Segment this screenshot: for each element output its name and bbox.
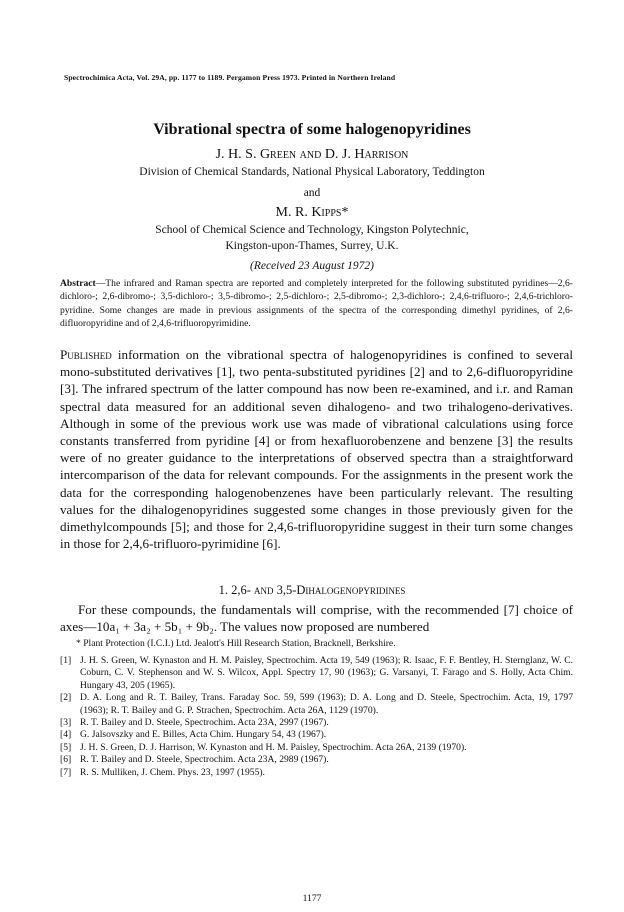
references-list bbox=[60, 655, 573, 779]
reference-item bbox=[60, 742, 573, 754]
intro-lead-word: Published bbox=[60, 347, 112, 362]
page-number: 1177 bbox=[302, 893, 322, 904]
reference-number: [5] bbox=[60, 741, 72, 753]
reference-item bbox=[60, 717, 573, 729]
affiliation-1: Division of Chemical Standards, National Physical Laboratory, Teddington bbox=[139, 166, 485, 178]
abstract-label: Abstract bbox=[60, 278, 96, 289]
footnote: * Plant Protection (I.C.I.) Ltd. Jealott's Hill Research Station, Bracknell, Berkshire. bbox=[76, 638, 396, 649]
section-heading: 1. 2,6- and 3,5-Dihalogenopyridines bbox=[218, 583, 406, 597]
abstract bbox=[60, 277, 573, 330]
reference-text: R. S. Mulliken, J. Chem. Phys. 23, 1997 (1955). bbox=[80, 766, 265, 778]
and-separator: and bbox=[303, 187, 321, 199]
received-date: (Received 23 August 1972) bbox=[249, 260, 374, 272]
reference-item bbox=[60, 692, 573, 717]
section-text: For these compounds, the fundamentals will comprise, with the recommended [7] choice of axes—10a₁ + 3a₂ + 5b₁ + 9b₂. The values now proposed are numbered bbox=[60, 602, 573, 635]
journal-header: Spectrochimica Acta, Vol. 29A, pp. 1177 to 1189. Pergamon Press 1973. Printed in Northern Ireland bbox=[64, 73, 396, 82]
reference-number: [4] bbox=[60, 729, 72, 741]
intro-text: information on the vibrational spectra of halogenopyridines is confined to several mono-substituted derivatives [1], two penta-substituted pyridines [2] and to 2,6-difluoropyridine [3]. The infrared spectrum of the latter compound has now been re-examined, and i.r. and Raman spectral data measured for an additional seven dihalogeno- and two trihalogeno-derivatives. Although in some of the previous work use was made of vibrational calculations using force constants transferred from pyridine [4] or from hexafluorobenzene and benzene [3] the results were of no greater guidance to the interpretations of observed spectra than a straightforward intercomparison of the data for relevant compounds. For the assignments in the present work the data for the corresponding halogenobenzenes have been particularly relevant. The resulting values for the dihalogenopyridines suggested some changes in those previously given for the dimethylcompounds [5]; and those for 2,4,6-trifluoropyridine suggest in their turn some changes in those for 2,4,6-trifluoro-pyrimidine [6]. bbox=[60, 347, 573, 552]
abstract-text: —The infrared and Raman spectra are reported and completely interpreted for the following substituted pyridines—2,6-dichloro-; 2,6-dibromo-; 3,5-dichloro-; 3,5-dibromo-; 2,5-dichloro-; 2,5-dibromo-; 2,3-dichloro-; 2,4,6-trifluoro-; 2,4,6-trichloro-pyridine. Some changes are made in previous assignments of the spectra of the corresponding dimethyl pyridines, of 2,6-difluoropyridine and of 2,4,6-trifluoropyrimidine. bbox=[60, 278, 573, 329]
introduction bbox=[60, 346, 573, 552]
reference-number: [7] bbox=[60, 766, 72, 778]
reference-item bbox=[60, 767, 573, 779]
reference-number: [2] bbox=[60, 692, 72, 704]
reference-text: R. T. Bailey and D. Steele, Spectrochim. Acta 23A, 2997 (1967). bbox=[80, 717, 329, 729]
authors-line-1: J. H. S. Green and D. J. Harrison bbox=[215, 147, 409, 162]
authors-line-2: M. R. Kipps* bbox=[275, 205, 349, 220]
reference-item bbox=[60, 729, 573, 741]
reference-text: J. H. S. Green, D. J. Harrison, W. Kynaston and H. M. Paisley, Spectrochim. Acta 26A, 2139 (1970). bbox=[80, 741, 467, 753]
reference-item bbox=[60, 754, 573, 766]
reference-number: [6] bbox=[60, 754, 72, 766]
reference-number: [3] bbox=[60, 717, 72, 729]
affiliation-2-line-2: Kingston-upon-Thames, Surrey, U.K. bbox=[225, 240, 399, 252]
reference-text: D. A. Long and R. T. Bailey, Trans. Faraday Soc. 59, 599 (1963); D. A. Long and D. Steele, Spectrochim. Acta, 19, 1797 (1963); R. T. Bailey and G. P. Strachen, Spectrochim. Acta 26A, 1129 (1970). bbox=[80, 692, 573, 716]
article-title: Vibrational spectra of some halogenopyridines bbox=[153, 121, 471, 138]
reference-item bbox=[60, 655, 573, 692]
reference-text: J. H. S. Green, W. Kynaston and H. M. Paisley, Spectrochim. Acta 19, 549 (1963); R. Isaac, F. F. Bentley, H. Sternglanz, W. C. Coburn, C. V. Stephenson and W. S. Wilcox, Appl. Spectry 17, 90 (1963); G. Varsanyi, T. Farago and S. Holly, Acta Chim. Hungary 43, 205 (1965). bbox=[80, 655, 573, 691]
reference-text: G. Jalsovszky and E. Billes, Acta Chim. Hungary 54, 43 (1967). bbox=[80, 729, 327, 741]
reference-text: R. T. Bailey and D. Steele, Spectrochim. Acta 23A, 2989 (1967). bbox=[80, 754, 329, 766]
affiliation-2-line-1: School of Chemical Science and Technology, Kingston Polytechnic, bbox=[155, 224, 469, 236]
section-body bbox=[60, 601, 573, 635]
reference-number: [1] bbox=[60, 655, 72, 666]
